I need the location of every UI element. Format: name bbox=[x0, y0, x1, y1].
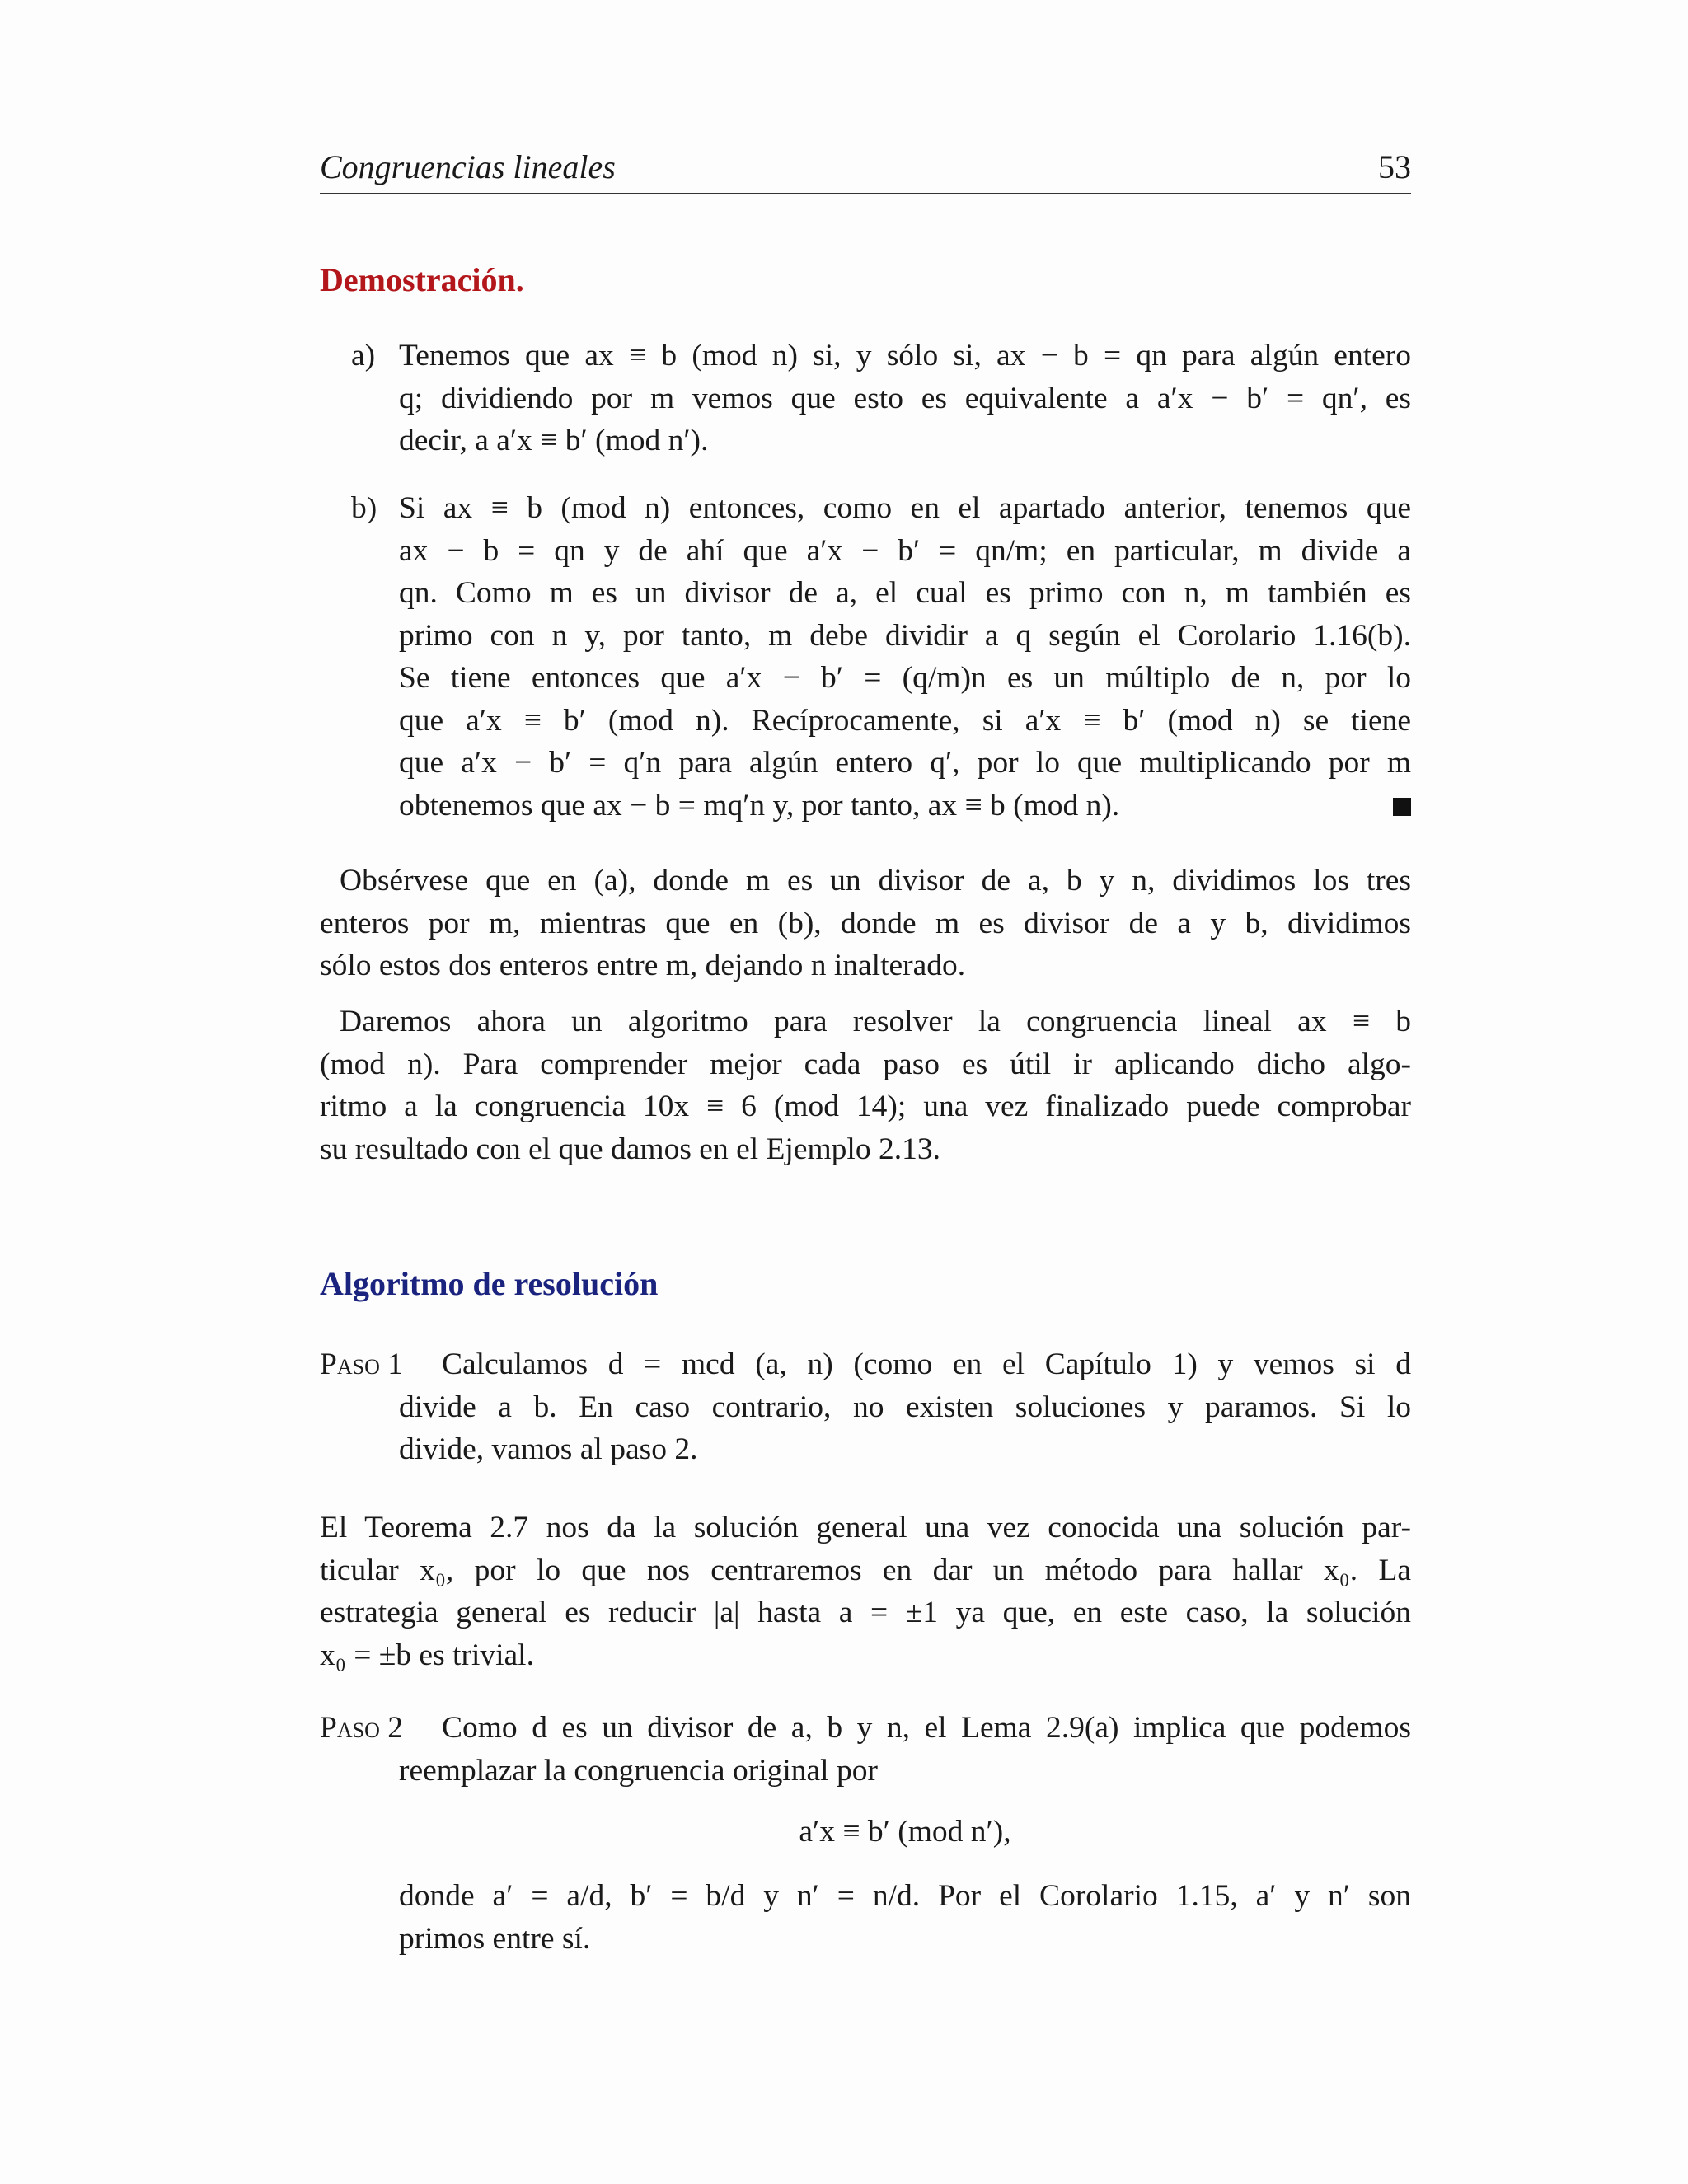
item-b-label: b) bbox=[351, 491, 377, 525]
text-line: ticular x₀, por lo que nos centraremos en dar un método para hallar x₀. La bbox=[320, 1553, 1411, 1587]
text-line: obtenemos que ax − b = mq′n y, por tanto, ax ≡ b (mod n). bbox=[399, 788, 1120, 823]
step-2-label: Paso 2 bbox=[320, 1711, 403, 1745]
text-line: x₀ = ±b es trivial. bbox=[320, 1638, 534, 1672]
text-line: que a′x − b′ = q′n para algún entero q′, por lo que multiplicando por m bbox=[399, 746, 1411, 780]
step-2-continuation bbox=[399, 1875, 1411, 1960]
text-line: Se tiene entonces que a′x − b′ = (q/m)n es un múltiplo de n, por lo bbox=[399, 661, 1411, 695]
paragraph-observation bbox=[320, 860, 1411, 987]
text-line: reemplazar la congruencia original por bbox=[399, 1753, 878, 1788]
text-line: estrategia general es reducir |a| hasta a = ±1 ya que, en este caso, la solución bbox=[320, 1596, 1411, 1629]
text-line: (mod n). Para comprender mejor cada paso es útil ir aplicando dicho algo- bbox=[320, 1047, 1411, 1081]
text-line: Daremos ahora un algoritmo para resolver la congruencia lineal ax ≡ b bbox=[340, 1005, 1411, 1038]
text-line: Como d es un divisor de a, b y n, el Lema 2.9(a) implica que podemos bbox=[442, 1711, 1411, 1745]
text-line: enteros por m, mientras que en (b), donde m es divisor de a y b, dividimos bbox=[320, 906, 1411, 940]
step-2-first-line bbox=[442, 1707, 1411, 1750]
running-header bbox=[320, 147, 1411, 194]
text-line: sólo estos dos enteros entre m, dejando n inalterado. bbox=[320, 949, 966, 982]
text-line: que a′x ≡ b′ (mod n). Recíprocamente, si a′x ≡ b′ (mod n) se tiene bbox=[399, 703, 1411, 738]
item-a-text bbox=[399, 335, 1411, 462]
text-line: donde a′ = a/d, b′ = b/d y n′ = n/d. Por el Corolario 1.15, a′ y n′ son bbox=[399, 1879, 1411, 1913]
text-line: El Teorema 2.7 nos da la solución general una vez conocida una solución par- bbox=[320, 1511, 1411, 1544]
step-1-first-line bbox=[442, 1343, 1411, 1386]
step-2-text bbox=[399, 1750, 1411, 1793]
proof-heading: Demostración. bbox=[320, 261, 524, 298]
text-line: primos entre sí. bbox=[399, 1921, 591, 1956]
text-line: decir, a a′x ≡ b′ (mod n′). bbox=[399, 424, 709, 457]
text-line: su resultado con el que damos en el Ejemplo 2.13. bbox=[320, 1132, 940, 1166]
algorithm-heading: Algoritmo de resolución bbox=[320, 1265, 659, 1302]
page-number: 53 bbox=[1378, 148, 1411, 185]
item-a-label: a) bbox=[351, 339, 376, 373]
text-line: Tenemos que ax ≡ b (mod n) si, y sólo si, ax − b = qn para algún entero bbox=[399, 339, 1411, 373]
paragraph-theorem bbox=[320, 1507, 1411, 1676]
text-line: divide, vamos al paso 2. bbox=[399, 1432, 698, 1466]
qed-square-icon bbox=[1393, 798, 1411, 816]
text-line: ax − b = qn y de ahí que a′x − b′ = qn/m; en particular, m divide a bbox=[399, 533, 1411, 568]
text-line: divide a b. En caso contrario, no existen soluciones y paramos. Si lo bbox=[399, 1390, 1411, 1424]
text-line: ritmo a la congruencia 10x ≡ 6 (mod 14); una vez finalizado puede comprobar bbox=[320, 1090, 1411, 1123]
chapter-title: Congruencias lineales bbox=[320, 148, 616, 185]
step-1-text bbox=[399, 1386, 1411, 1471]
text-line: qn. Como m es un divisor de a, el cual es primo con n, m también es bbox=[399, 576, 1411, 610]
text-line: Si ax ≡ b (mod n) entonces, como en el apartado anterior, tenemos que bbox=[399, 491, 1411, 525]
display-equation: a′x ≡ b′ (mod n′), bbox=[799, 1815, 1011, 1849]
text-line: Calculamos d = mcd (a, n) (como en el Capítulo 1) y vemos si d bbox=[442, 1347, 1411, 1381]
text-line: Obsérvese que en (a), donde m es un divisor de a, b y n, dividimos los tres bbox=[340, 864, 1411, 898]
paragraph-algorithm-intro bbox=[320, 1001, 1411, 1170]
step-1-label: Paso 1 bbox=[320, 1347, 403, 1381]
text-line: q; dividiendo por m vemos que esto es equivalente a a′x − b′ = qn′, es bbox=[399, 381, 1411, 415]
item-b-text bbox=[399, 487, 1411, 827]
text-line: primo con n y, por tanto, m debe dividir a q según el Corolario 1.16(b). bbox=[399, 618, 1411, 653]
